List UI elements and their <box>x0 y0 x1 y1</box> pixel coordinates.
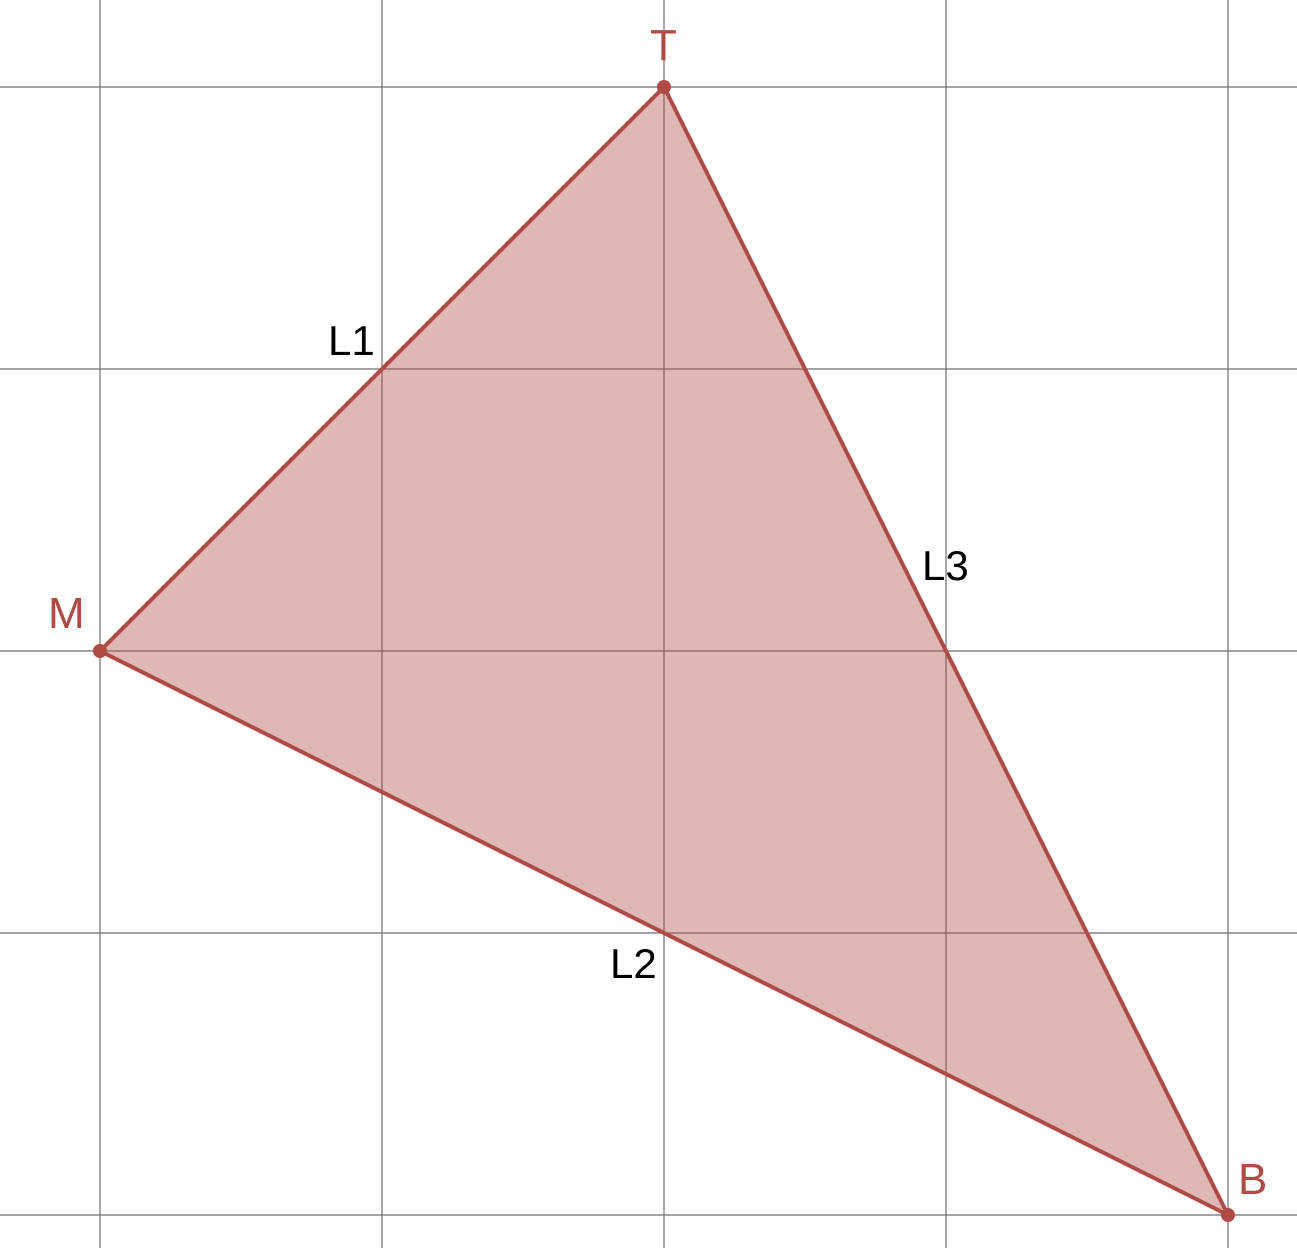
point-label-l2: L2 <box>610 940 657 987</box>
vertex-point-m[interactable] <box>93 644 107 658</box>
vertex-label-t: T <box>650 21 677 70</box>
vertex-label-m: M <box>48 589 85 638</box>
vertex-point-t[interactable] <box>657 80 671 94</box>
vertex-label-b: B <box>1238 1155 1268 1204</box>
point-label-l3: L3 <box>922 542 969 589</box>
vertex-point-b[interactable] <box>1221 1208 1235 1222</box>
point-label-l1: L1 <box>328 317 375 364</box>
